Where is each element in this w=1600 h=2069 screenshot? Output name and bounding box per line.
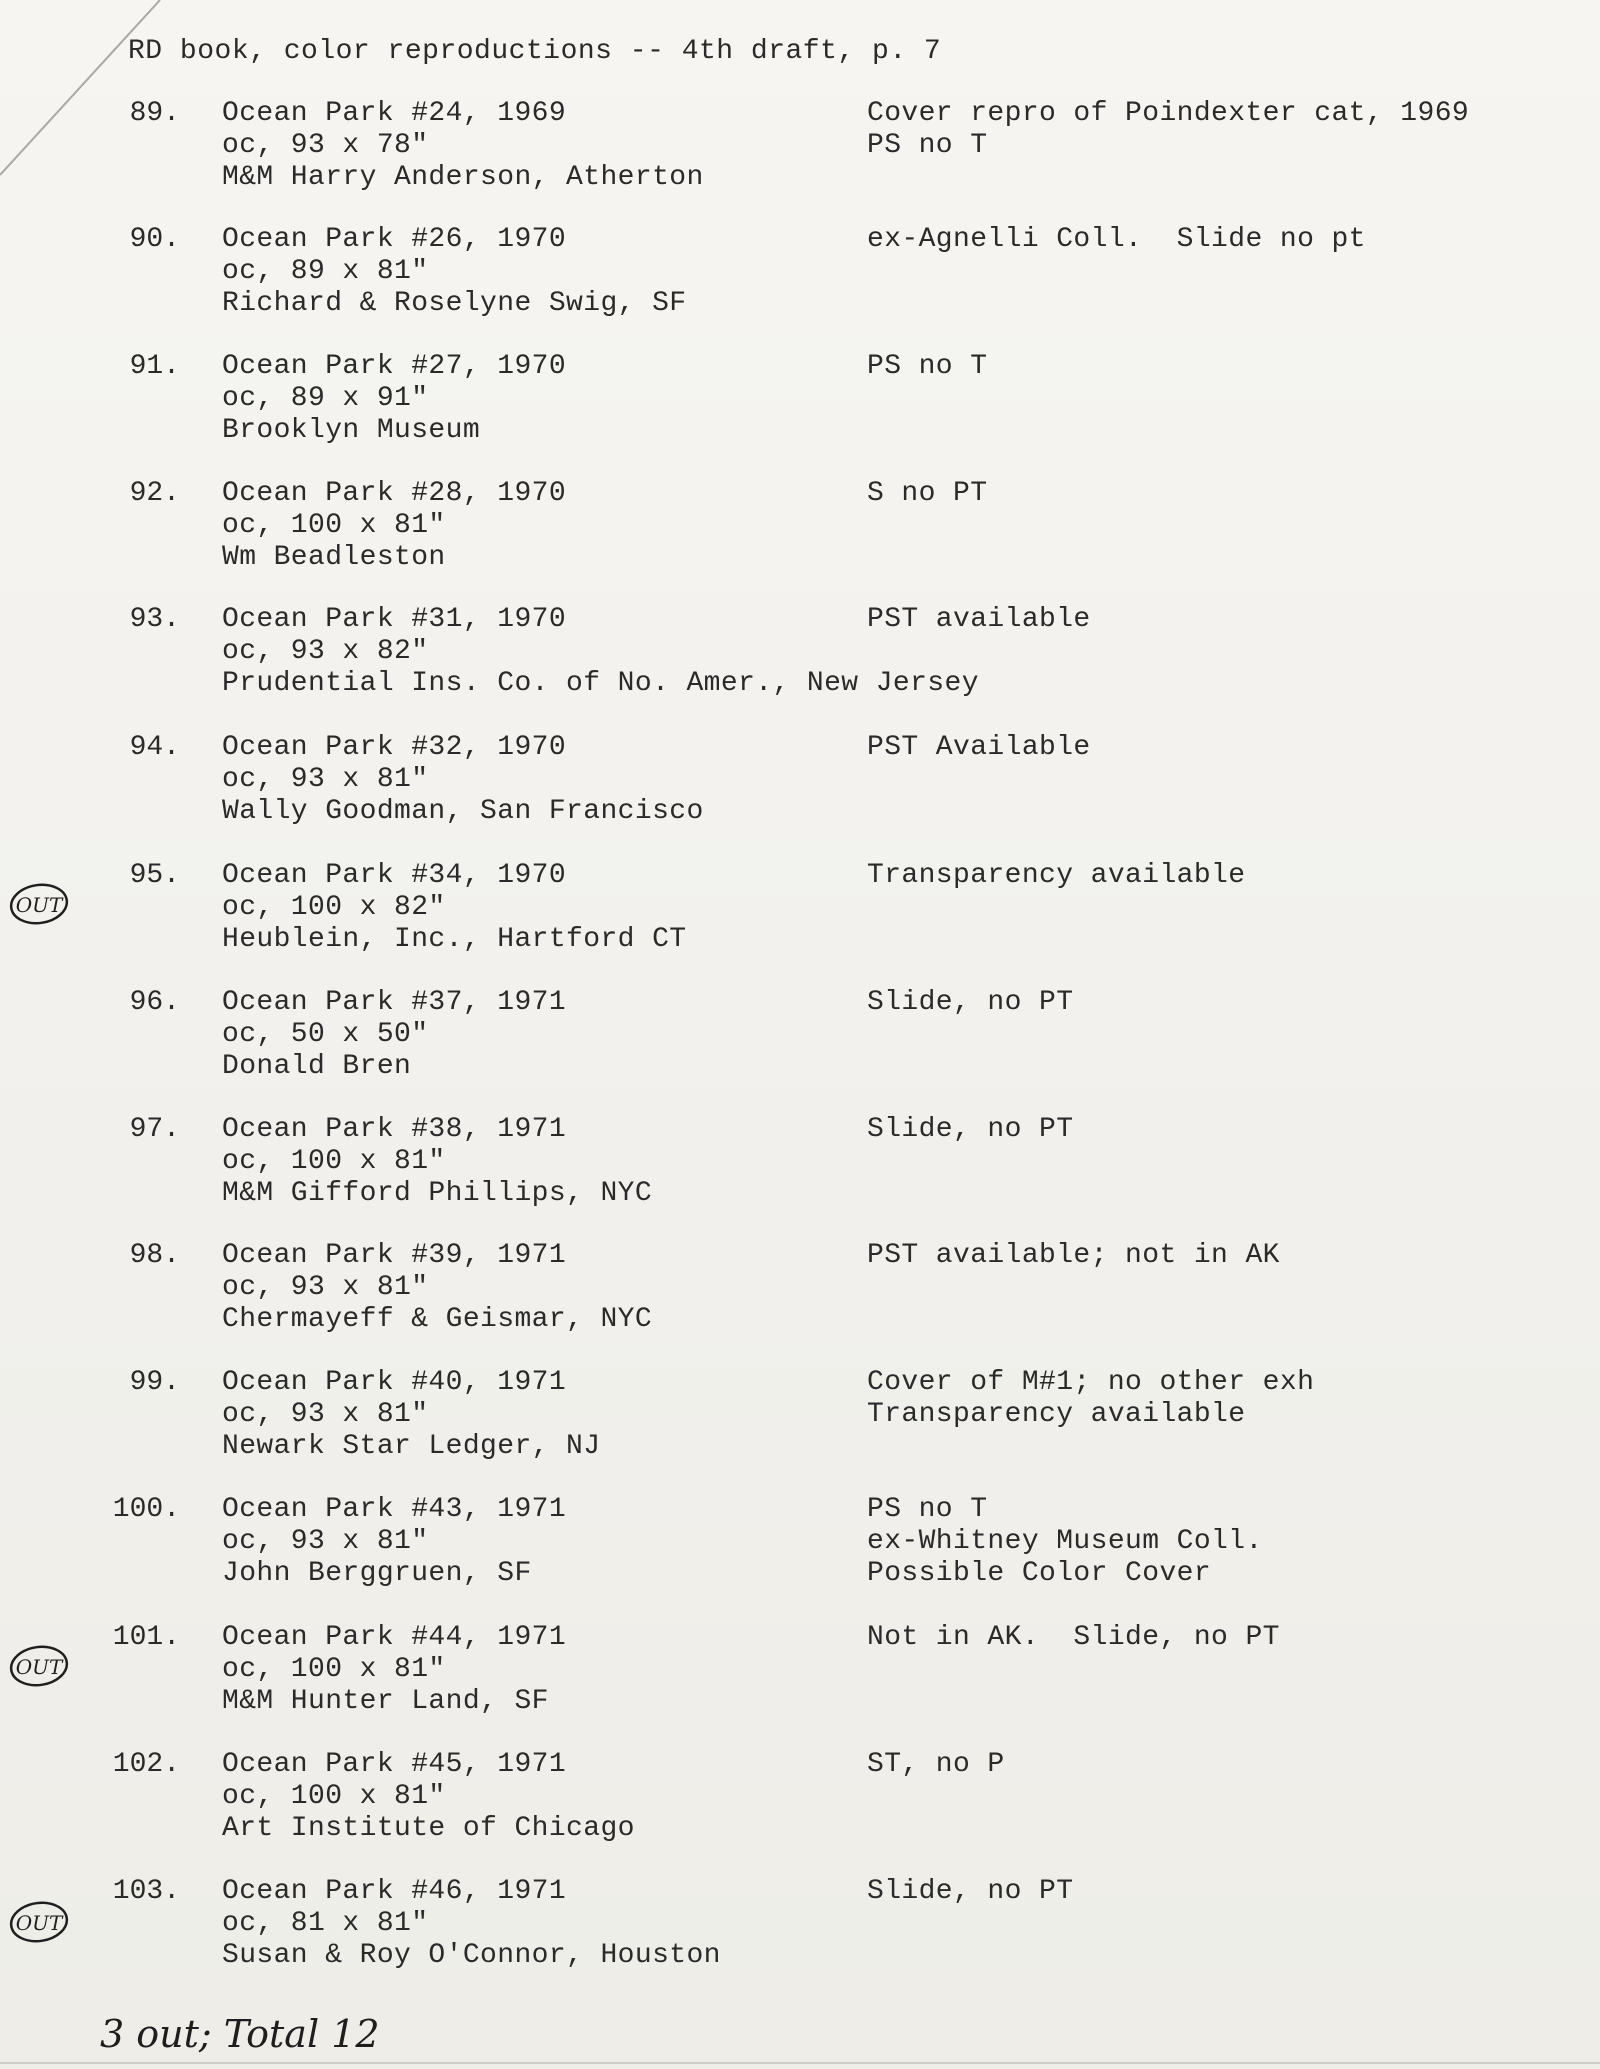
entry-title: Ocean Park #46, 1971 bbox=[222, 1876, 567, 1907]
entry-number: 99. bbox=[129, 1367, 180, 1398]
entry-number: 94. bbox=[129, 732, 180, 763]
entry-title: Ocean Park #28, 1970 bbox=[222, 478, 567, 509]
entry-medium: oc, 100 x 81" bbox=[222, 1781, 446, 1812]
entry-title: Ocean Park #40, 1971 bbox=[222, 1367, 567, 1398]
entry-notes bbox=[867, 98, 1469, 162]
out-mark-label: OUT bbox=[15, 1911, 63, 1935]
entry-note-line: Slide, no PT bbox=[867, 1114, 1074, 1145]
entry-number: 95. bbox=[129, 860, 180, 891]
entry-notes bbox=[867, 732, 1091, 764]
handwritten-total-note: 3 out; Total 12 bbox=[100, 2012, 380, 2056]
entry-details bbox=[222, 987, 566, 1083]
entry-note-line: ex-Whitney Museum Coll. bbox=[867, 1526, 1263, 1557]
entry-note-line: Slide, no PT bbox=[867, 987, 1074, 1018]
entry-medium: oc, 93 x 81" bbox=[222, 764, 429, 795]
handwritten-out-mark bbox=[8, 882, 70, 926]
entry-medium: oc, 93 x 81" bbox=[222, 1399, 429, 1430]
entry-owner: M&M Harry Anderson, Atherton bbox=[222, 162, 704, 193]
entry-number: 89. bbox=[129, 98, 180, 129]
entry-notes bbox=[867, 604, 1091, 636]
entry-medium: oc, 89 x 81" bbox=[222, 256, 429, 287]
entry-notes bbox=[867, 224, 1366, 256]
entry-owner: Heublein, Inc., Hartford CT bbox=[222, 924, 687, 955]
entry-number: 98. bbox=[129, 1240, 180, 1271]
entry-number: 96. bbox=[129, 987, 180, 1018]
entry-note-line: PS no T bbox=[867, 1494, 988, 1525]
page-header: RD book, color reproductions -- 4th draft, p. 7 bbox=[128, 36, 942, 67]
entry-notes bbox=[867, 478, 987, 510]
entry-owner: Wally Goodman, San Francisco bbox=[222, 796, 704, 827]
entry-notes bbox=[867, 1622, 1280, 1654]
entry-title: Ocean Park #31, 1970 bbox=[222, 604, 567, 635]
entry-title: Ocean Park #37, 1971 bbox=[222, 987, 567, 1018]
entry-notes bbox=[867, 1749, 1005, 1781]
entry-notes bbox=[867, 351, 987, 383]
entry-medium: oc, 81 x 81" bbox=[222, 1908, 429, 1939]
entry-medium: oc, 93 x 81" bbox=[222, 1272, 429, 1303]
out-mark-label: OUT bbox=[15, 893, 63, 917]
entry-notes bbox=[867, 1240, 1280, 1272]
entry-title: Ocean Park #45, 1971 bbox=[222, 1749, 567, 1780]
corner-fold-line bbox=[0, 0, 180, 190]
entry-number: 90. bbox=[129, 224, 180, 255]
entry-note-line: Transparency available bbox=[867, 1399, 1246, 1430]
entry-details bbox=[222, 1622, 566, 1718]
entry-medium: oc, 100 x 81" bbox=[222, 1146, 446, 1177]
entry-note-line: PS no T bbox=[867, 130, 988, 161]
entry-owner: M&M Gifford Phillips, NYC bbox=[222, 1178, 653, 1209]
entry-title: Ocean Park #24, 1969 bbox=[222, 98, 567, 129]
entry-notes bbox=[867, 1494, 1263, 1590]
entry-title: Ocean Park #43, 1971 bbox=[222, 1494, 567, 1525]
entry-medium: oc, 100 x 81" bbox=[222, 1654, 446, 1685]
entry-details bbox=[222, 224, 686, 320]
entry-medium: oc, 93 x 82" bbox=[222, 636, 429, 667]
entry-note-line: Not in AK. Slide, no PT bbox=[867, 1622, 1280, 1653]
entry-title: Ocean Park #26, 1970 bbox=[222, 224, 567, 255]
entry-number: 91. bbox=[129, 351, 180, 382]
out-circle-icon bbox=[8, 1644, 70, 1688]
entry-medium: oc, 50 x 50" bbox=[222, 1019, 429, 1050]
entry-note-line: ST, no P bbox=[867, 1749, 1005, 1780]
entry-owner: Susan & Roy O'Connor, Houston bbox=[222, 1940, 721, 1971]
entry-details bbox=[222, 1749, 635, 1845]
entry-note-line: PS no T bbox=[867, 351, 988, 382]
entry-details bbox=[222, 732, 704, 828]
entry-note-line: S no PT bbox=[867, 478, 988, 509]
entry-number: 103. bbox=[112, 1876, 180, 1907]
entry-note-line: PST available bbox=[867, 604, 1091, 635]
entry-note-line: Transparency available bbox=[867, 860, 1246, 891]
entry-owner: Brooklyn Museum bbox=[222, 415, 481, 446]
entry-number: 100. bbox=[112, 1494, 180, 1525]
entry-number: 101. bbox=[112, 1622, 180, 1653]
entry-title: Ocean Park #38, 1971 bbox=[222, 1114, 567, 1145]
entry-medium: oc, 100 x 81" bbox=[222, 510, 446, 541]
entry-details bbox=[222, 1240, 652, 1336]
out-circle-icon bbox=[8, 882, 70, 926]
out-mark-label: OUT bbox=[15, 1655, 63, 1679]
entry-note-line: ex-Agnelli Coll. Slide no pt bbox=[867, 224, 1366, 255]
entry-title: Ocean Park #34, 1970 bbox=[222, 860, 567, 891]
entry-notes bbox=[867, 1114, 1073, 1146]
out-circle-icon bbox=[8, 1900, 70, 1944]
entry-details bbox=[222, 1114, 652, 1210]
entry-details bbox=[222, 351, 566, 447]
entry-details bbox=[222, 1367, 600, 1463]
entry-notes bbox=[867, 860, 1245, 892]
entry-owner: Donald Bren bbox=[222, 1051, 412, 1082]
entry-notes bbox=[867, 987, 1073, 1019]
entry-number: 102. bbox=[112, 1749, 180, 1780]
entry-owner: Newark Star Ledger, NJ bbox=[222, 1431, 601, 1462]
entry-details bbox=[222, 860, 686, 956]
entry-details bbox=[222, 1494, 566, 1590]
entry-owner: Chermayeff & Geismar, NYC bbox=[222, 1304, 653, 1335]
handwritten-out-mark bbox=[8, 1644, 70, 1688]
entry-owner: John Berggruen, SF bbox=[222, 1558, 532, 1589]
entry-details bbox=[222, 478, 566, 574]
entry-note-line: Cover of M#1; no other exh bbox=[867, 1367, 1315, 1398]
entry-owner: Prudential Ins. Co. of No. Amer., New Jersey bbox=[222, 668, 979, 699]
entry-title: Ocean Park #44, 1971 bbox=[222, 1622, 567, 1653]
entry-number: 97. bbox=[129, 1114, 180, 1145]
entry-note-line: PST Available bbox=[867, 732, 1091, 763]
entry-owner: Wm Beadleston bbox=[222, 542, 446, 573]
entry-note-line: Possible Color Cover bbox=[867, 1558, 1212, 1589]
entry-title: Ocean Park #32, 1970 bbox=[222, 732, 567, 763]
entry-note-line: Slide, no PT bbox=[867, 1876, 1074, 1907]
entry-medium: oc, 93 x 78" bbox=[222, 130, 429, 161]
entry-details bbox=[222, 604, 979, 700]
entry-title: Ocean Park #27, 1970 bbox=[222, 351, 567, 382]
entry-details bbox=[222, 1876, 721, 1972]
entry-owner: M&M Hunter Land, SF bbox=[222, 1686, 549, 1717]
entry-number: 92. bbox=[129, 478, 180, 509]
entry-medium: oc, 100 x 82" bbox=[222, 892, 446, 923]
entry-owner: Art Institute of Chicago bbox=[222, 1813, 635, 1844]
entry-title: Ocean Park #39, 1971 bbox=[222, 1240, 567, 1271]
entry-notes bbox=[867, 1876, 1073, 1908]
page-bottom-edge bbox=[0, 2062, 1600, 2064]
entry-medium: oc, 89 x 91" bbox=[222, 383, 429, 414]
entry-notes bbox=[867, 1367, 1314, 1431]
entry-medium: oc, 93 x 81" bbox=[222, 1526, 429, 1557]
entry-number: 93. bbox=[129, 604, 180, 635]
entry-note-line: Cover repro of Poindexter cat, 1969 bbox=[867, 98, 1470, 129]
entry-note-line: PST available; not in AK bbox=[867, 1240, 1280, 1271]
entry-details bbox=[222, 98, 704, 194]
handwritten-out-mark bbox=[8, 1900, 70, 1944]
entry-owner: Richard & Roselyne Swig, SF bbox=[222, 288, 687, 319]
